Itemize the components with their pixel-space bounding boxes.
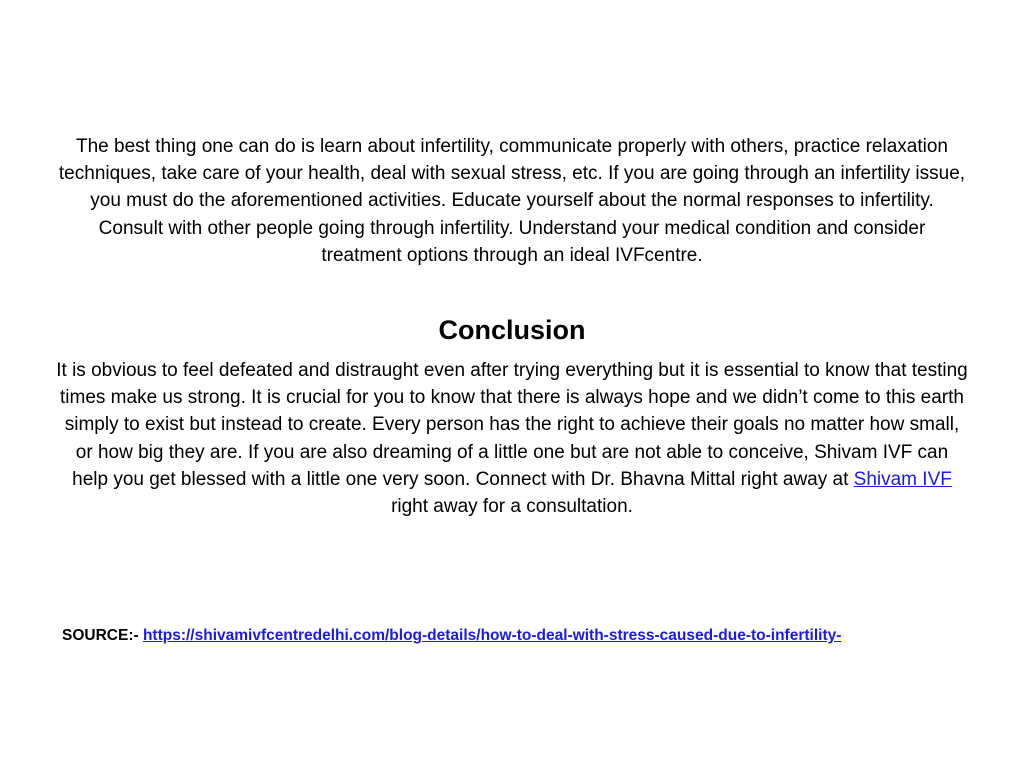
conclusion-heading: Conclusion	[438, 315, 586, 345]
conclusion-text-after-link: right away for a consultation.	[391, 496, 633, 518]
intro-paragraph: The best thing one can do is learn about infertility, communicate properly with others, practice relaxation techniques, take care of your health, deal with sexual stress, etc. If you are going through an infertility issue, you must do the aforementioned activities. Educate yourself about the normal responses to infertility. Consult with other people going through infertility. Understand your medical condition and consider treatment options through an ideal IVFcentre.	[58, 136, 966, 266]
source-label: SOURCE:-	[62, 627, 143, 644]
source-line	[62, 625, 1002, 647]
shivam-ivf-link[interactable]: Shivam IVF	[853, 468, 952, 490]
conclusion-paragraph	[56, 357, 968, 520]
source-url-link[interactable]: https://shivamivfcentredelhi.com/blog-details/how-to-deal-with-stress-caused-due-to-infertility-	[142, 627, 842, 644]
conclusion-text-before-link: It is obvious to feel defeated and distraught even after trying everything but it is essential to know that testing times make us strong. It is crucial for you to know that there is always hope and we didn’t come to this earth simply to exist but instead to create. Every person has the right to achieve their goals no matter how small, or how big they are. If you are also dreaming of a little one but are not able to conceive, Shivam IVF can help you get blessed with a little one very soon. Connect with Dr. Bhavna Mittal right away at	[56, 360, 968, 490]
